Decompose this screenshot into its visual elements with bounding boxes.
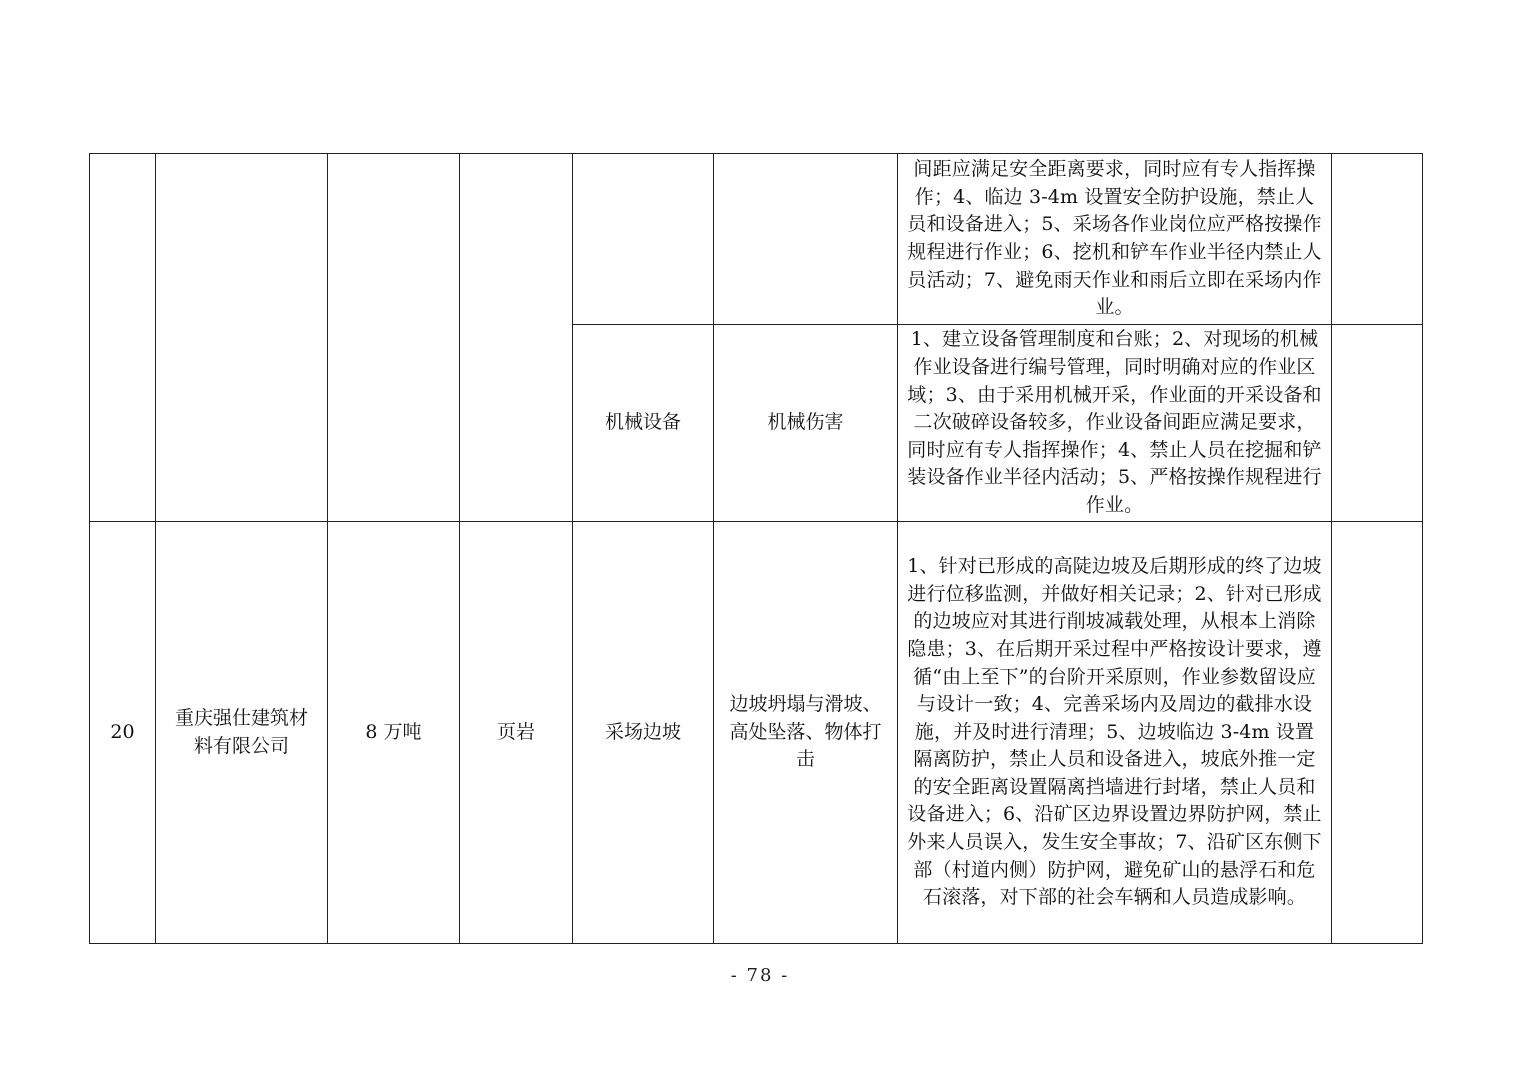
cell-remarks-empty	[1332, 325, 1423, 522]
cell-scale: 8 万吨	[328, 522, 460, 944]
cell-remarks-empty	[1332, 154, 1423, 325]
cell-no-empty	[90, 154, 156, 522]
cell-remarks-empty	[1332, 522, 1423, 944]
cell-measures: 间距应满足安全距离要求，同时应有专人指挥操作；4、临边 3-4m 设置安全防护设施，禁止人员和设备进入；5、采场各作业岗位应严格按操作规程进行作业；6、挖机和铲车作业半径内禁止人员活动；7、避免雨天作业和雨后立即在采场内作业。	[898, 154, 1332, 325]
cell-hazard: 边坡坍塌与滑坡、高处坠落、物体打击	[714, 522, 898, 944]
cell-company-empty	[156, 154, 328, 522]
cell-no: 20	[90, 522, 156, 944]
cell-mineral: 页岩	[460, 522, 573, 944]
cell-measures: 1、建立设备管理制度和台账；2、对现场的机械作业设备进行编号管理，同时明确对应的作业区域；3、由于采用机械开采，作业面的开采设备和二次破碎设备较多，作业设备间距应满足要求，同时应有专人指挥操作；4、禁止人员在挖掘和铲装设备作业半径内活动；5、严格按操作规程进行作业。	[898, 325, 1332, 522]
cell-site: 采场边坡	[573, 522, 714, 944]
table-row-item-20	[90, 522, 1423, 944]
table-row-continuation	[90, 154, 1423, 325]
cell-measures: 1、针对已形成的高陡边坡及后期形成的终了边坡进行位移监测，并做好相关记录；2、针对已形成的边坡应对其进行削坡减载处理，从根本上消除隐患；3、在后期开采过程中严格按设计要求，遵循“由上至下”的台阶开采原则，作业参数留设应与设计一致；4、完善采场内及周边的截排水设施，并及时进行清理；5、边坡临边 3-4m 设置隔离防护，禁止人员和设备进入，坡底外推一定的安全距离设置隔离挡墙进行封堵，禁止人员和设备进入；6、沿矿区边界设置边界防护网，禁止外来人员误入，发生安全事故；7、沿矿区东侧下部（村道内侧）防护网，避免矿山的悬浮石和危石滚落，对下部的社会车辆和人员造成影响。	[898, 522, 1332, 944]
cell-company: 重庆强仕建筑材料有限公司	[156, 522, 328, 944]
page-number: - 78 -	[730, 965, 790, 986]
hazard-table	[89, 153, 1423, 944]
cell-scale-empty	[328, 154, 460, 522]
cell-site: 机械设备	[573, 325, 714, 522]
cell-hazard: 机械伤害	[714, 325, 898, 522]
cell-site-empty	[573, 154, 714, 325]
cell-hazard-empty	[714, 154, 898, 325]
cell-mineral-empty	[460, 154, 573, 522]
